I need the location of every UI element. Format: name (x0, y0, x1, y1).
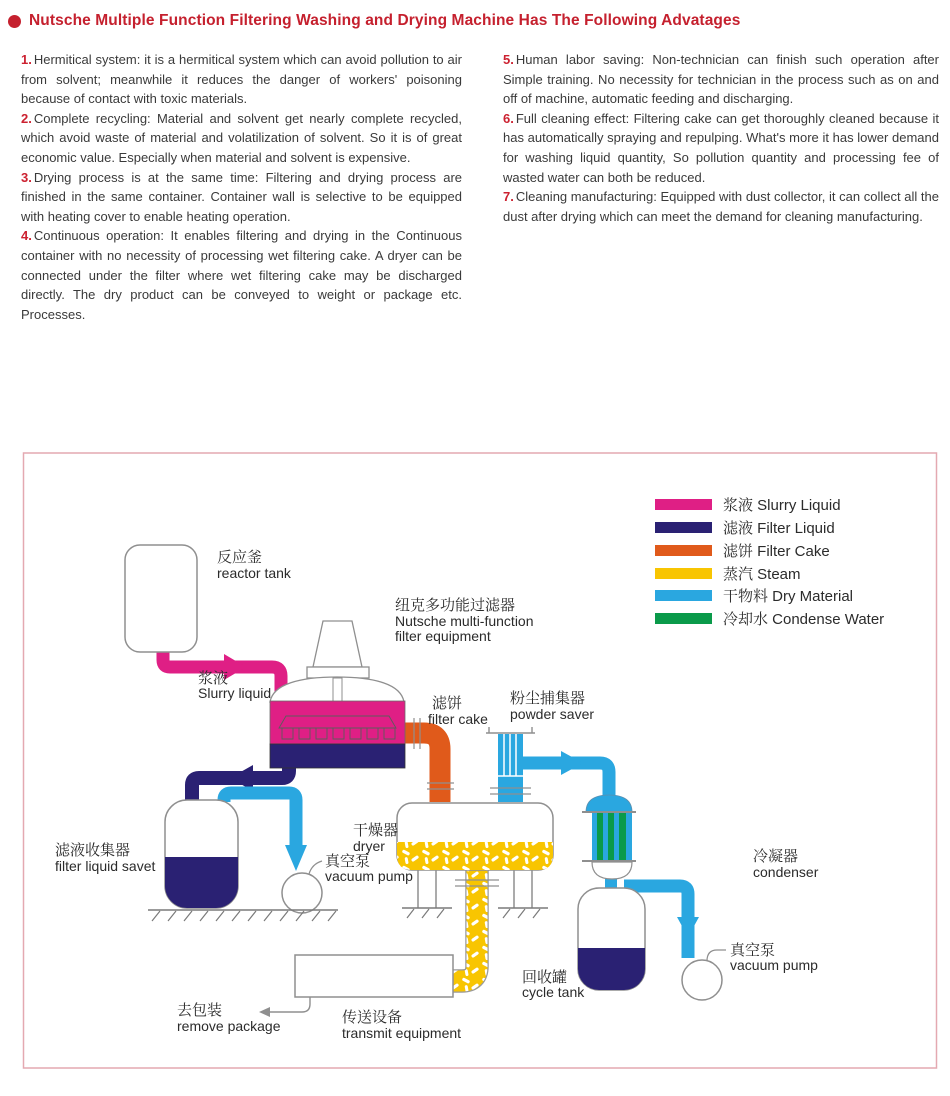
legend-label: 浆液 Slurry Liquid (723, 497, 841, 514)
filter-cake-pipe (404, 733, 440, 802)
flow-arrow-right (561, 751, 583, 775)
page-header (8, 12, 740, 30)
nutsche-label-en1: Nutsche multi-function (395, 613, 534, 629)
cycle-tank (578, 888, 645, 990)
process-flow-diagram (22, 452, 938, 1070)
condenser-label-cn: 冷凝器 (753, 848, 799, 865)
steam-discharge-pipe (453, 866, 477, 981)
pump-right-label-en: vacuum pump (730, 957, 818, 973)
legend-swatch-condense-water (655, 613, 712, 624)
filter-motor-cone (313, 621, 362, 667)
powder-label-en: powder saver (510, 706, 595, 722)
page-title: Nutsche Multiple Function Filtering Washing and Drying Machine Has The Following Advatages (29, 12, 741, 29)
legend-label: 蒸汽 Steam (723, 566, 801, 583)
legend-item (655, 496, 841, 514)
advantages-left-column (21, 50, 462, 324)
flow-arrow-down (677, 917, 699, 937)
remove-label-cn: 去包装 (177, 1002, 223, 1019)
dryer-label-en: dryer (353, 838, 385, 854)
legend-label: 滤饼 Filter Cake (723, 543, 830, 560)
cycle-label-cn: 回收罐 (522, 969, 568, 986)
reactor-label-en: reactor tank (217, 565, 291, 581)
pump-right-label-cn: 真空泵 (730, 942, 776, 959)
cycle-liquid-level (578, 948, 645, 990)
arrow-head-left (259, 1007, 270, 1017)
saver-liquid-level (165, 857, 238, 908)
dryer-material-fill (397, 842, 553, 870)
condenser-top-dome (586, 795, 632, 812)
filter-rake-teeth (282, 728, 395, 739)
transmit-label-cn: 传送设备 (342, 1009, 403, 1026)
slurry-label-en: Slurry liquid (198, 685, 272, 701)
transmit-equipment (295, 955, 453, 997)
legend-swatch-slurry (655, 499, 712, 510)
filter-liquid-saver-tank (165, 800, 238, 908)
slurry-label-cn: 浆液 (198, 670, 229, 687)
advantage-item: 6. Full cleaning effect: Filtering cake can get thoroughly cleaned because it has automatically spraying and repulping. What's more it has lower demand for washing liquid quantity, So pollution quantity and processing fee of wasted water can both be reduced. (503, 110, 939, 185)
legend-item (655, 565, 801, 583)
vacuum-pump-left (282, 861, 322, 913)
legend-label: 冷却水 Condense Water (723, 611, 885, 628)
nutsche-label-en2: filter equipment (395, 628, 491, 644)
saver-label-cn: 滤液收集器 (55, 842, 131, 859)
condenser-bottom-dome (592, 862, 632, 879)
filter-liquid-band (270, 744, 405, 768)
reactor-label-cn: 反应釜 (217, 549, 263, 566)
advantage-item: 7. Cleaning manufacturing: Equipped with dust collector, it can collect all the dust after drying which can meet the demand for cleaning manufacturing. (503, 189, 939, 224)
advantage-item: 4. Continuous operation: It enables filtering and drying in the Continuous container with no necessity of processing wet filtering cake. A dryer can be connected under the filter where wet filtering cake may be discharged directly. The dry product can be conveyed to weight or package etc. Processes. (21, 228, 462, 322)
advantage-item: 2. Complete recycling: Material and solvent get nearly complete recycled, which avoid waste of material and volatilization of solvent. So it is of great economic value. Especially when material and solvent is expensive. (21, 110, 462, 165)
filter-top-flange (307, 667, 369, 678)
powder-saver-top-flange (486, 727, 535, 733)
legend-item (655, 611, 884, 628)
legend-label: 滤液 Filter Liquid (723, 520, 835, 537)
reactor-tank (125, 545, 197, 652)
legend-item (655, 543, 830, 560)
bullet-icon (8, 15, 21, 28)
pump-left-label-cn: 真空泵 (325, 853, 371, 870)
label-leader-line (707, 950, 726, 961)
advantage-item: 3. Drying process is at the same time: Filtering and drying process are finished in the same container. Container wall is selective to be equipped with heating cover to enable heating operation. (21, 169, 462, 224)
legend (655, 496, 884, 628)
pump-left-label-en: vacuum pump (325, 868, 413, 884)
transmit-label-en: transmit equipment (342, 1025, 462, 1041)
advantage-item: 1. Hermitical system: it is a hermitical system which can avoid pollution to air from solvent; meanwhile it reduces the danger of workers' poisoning because of contact with toxic materials. (21, 52, 462, 107)
filter-rake (279, 716, 396, 728)
legend-item (655, 587, 853, 605)
advantages-right-column (503, 50, 939, 226)
advantage-item: 5. Human labor saving: Non-technician can finish such operation after Simple training. No necessity for technician in the process such as on and off of machine, automatic feeding and discharging. (503, 52, 939, 107)
legend-item (655, 519, 835, 537)
cake-label-cn: 滤饼 (432, 695, 463, 712)
flow-arrow-down (285, 845, 307, 871)
saver-label-en: filter liquid savet (55, 858, 156, 874)
dryer-label-cn: 干燥器 (353, 822, 399, 839)
condenser (582, 795, 636, 879)
remove-label-en: remove package (177, 1018, 281, 1034)
label-leader-line (309, 861, 322, 874)
legend-swatch-dry-material (655, 590, 712, 601)
cycle-label-en: cycle tank (522, 984, 585, 1000)
legend-label: 干物料 Dry Material (723, 588, 854, 605)
dry-material-pipe (523, 751, 609, 797)
legend-swatch-filter-cake (655, 545, 712, 556)
remove-package-arrow (259, 997, 310, 1017)
nutsche-filter (270, 621, 405, 768)
powder-label-cn: 粉尘捕集器 (510, 690, 586, 707)
legend-swatch-steam (655, 568, 712, 579)
cake-label-en: filter cake (428, 711, 488, 727)
condenser-label-en: condenser (753, 864, 819, 880)
legend-swatch-filter-liquid (655, 522, 712, 533)
nutsche-label-cn: 纽克多功能过滤器 (395, 597, 516, 614)
